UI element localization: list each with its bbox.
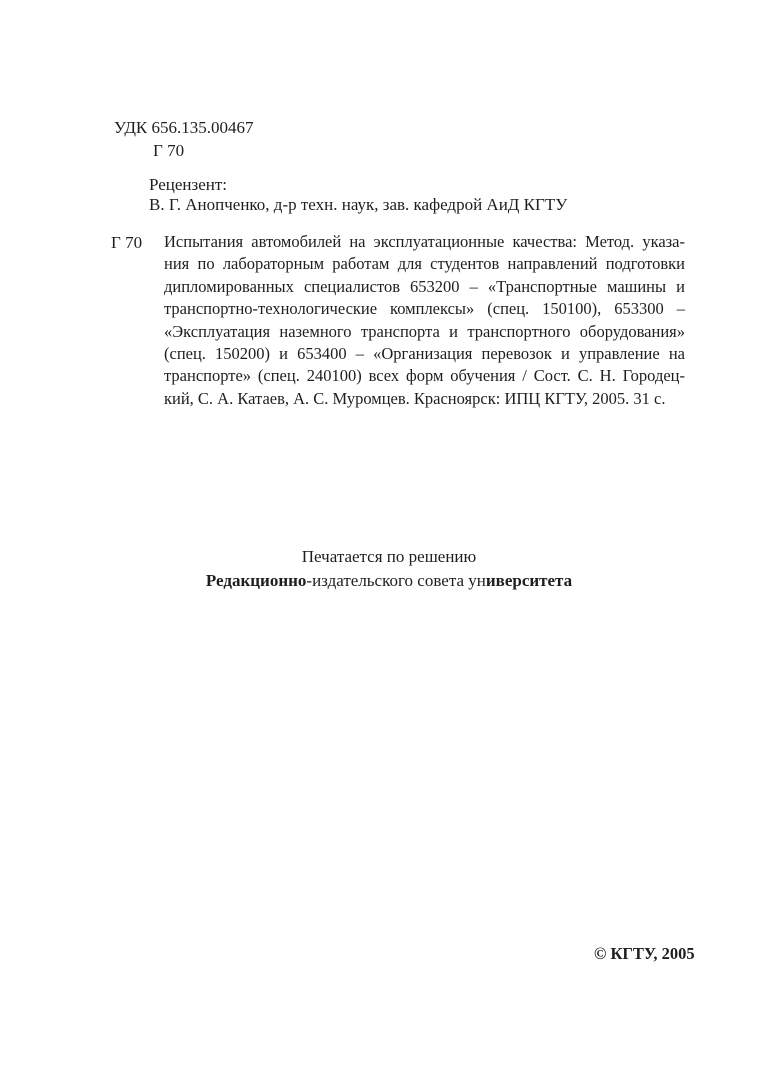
imprint-line-2: [0, 569, 778, 593]
classification-block: [114, 116, 254, 162]
catalog-entry-line: Испытания автомобилей на эксплуатационные качества: Метод. указа-: [164, 232, 685, 251]
imprint-line-2-bold-start: Редакционно: [205, 571, 307, 590]
catalog-entry-line: ния по лабораторным работам для студентов направлений подготовки: [164, 254, 685, 274]
udk-number: УДК 656.135.00467: [114, 118, 254, 137]
reviewer-label: Рецензент:: [149, 175, 228, 194]
imprint-line-1: Печатается по решению: [301, 547, 477, 566]
imprint-line-2-regular: -издательского совета ун: [306, 571, 486, 590]
imprint-block: [0, 545, 778, 593]
catalog-entry-line: транспорте» (спец. 240100) всех форм обучения / Сост. С. Н. Городец-: [164, 366, 685, 386]
catalog-entry-line: кий, С. А. Катаев, А. С. Муромцев. Красноярск: ИПЦ КГТУ, 2005. 31 с.: [164, 388, 666, 408]
bbk-author-code: Г 70: [153, 141, 185, 160]
reviewer-block: [149, 175, 567, 215]
catalog-entry-line: (спец. 150200) и 653400 – «Организация перевозок и управление на: [164, 344, 685, 364]
catalog-entry-text: [164, 231, 685, 410]
reviewer-name: В. Г. Анопченко, д-р техн. наук, зав. кафедрой АиД КГТУ: [149, 195, 568, 214]
imprint-line-2-bold-end: иверситета: [485, 571, 573, 590]
catalog-entry-line: «Эксплуатация наземного транспорта и транспортного оборудования»: [164, 321, 685, 341]
catalog-entry-line: дипломированных специалистов 653200 – «Транспортные машины и: [164, 276, 685, 296]
copyright-notice: © КГТУ, 2005: [594, 944, 695, 963]
catalog-entry-code: Г 70: [111, 233, 143, 252]
catalog-entry-line: транспортно-технологические комплексы» (спец. 150100), 653300 –: [164, 299, 685, 319]
